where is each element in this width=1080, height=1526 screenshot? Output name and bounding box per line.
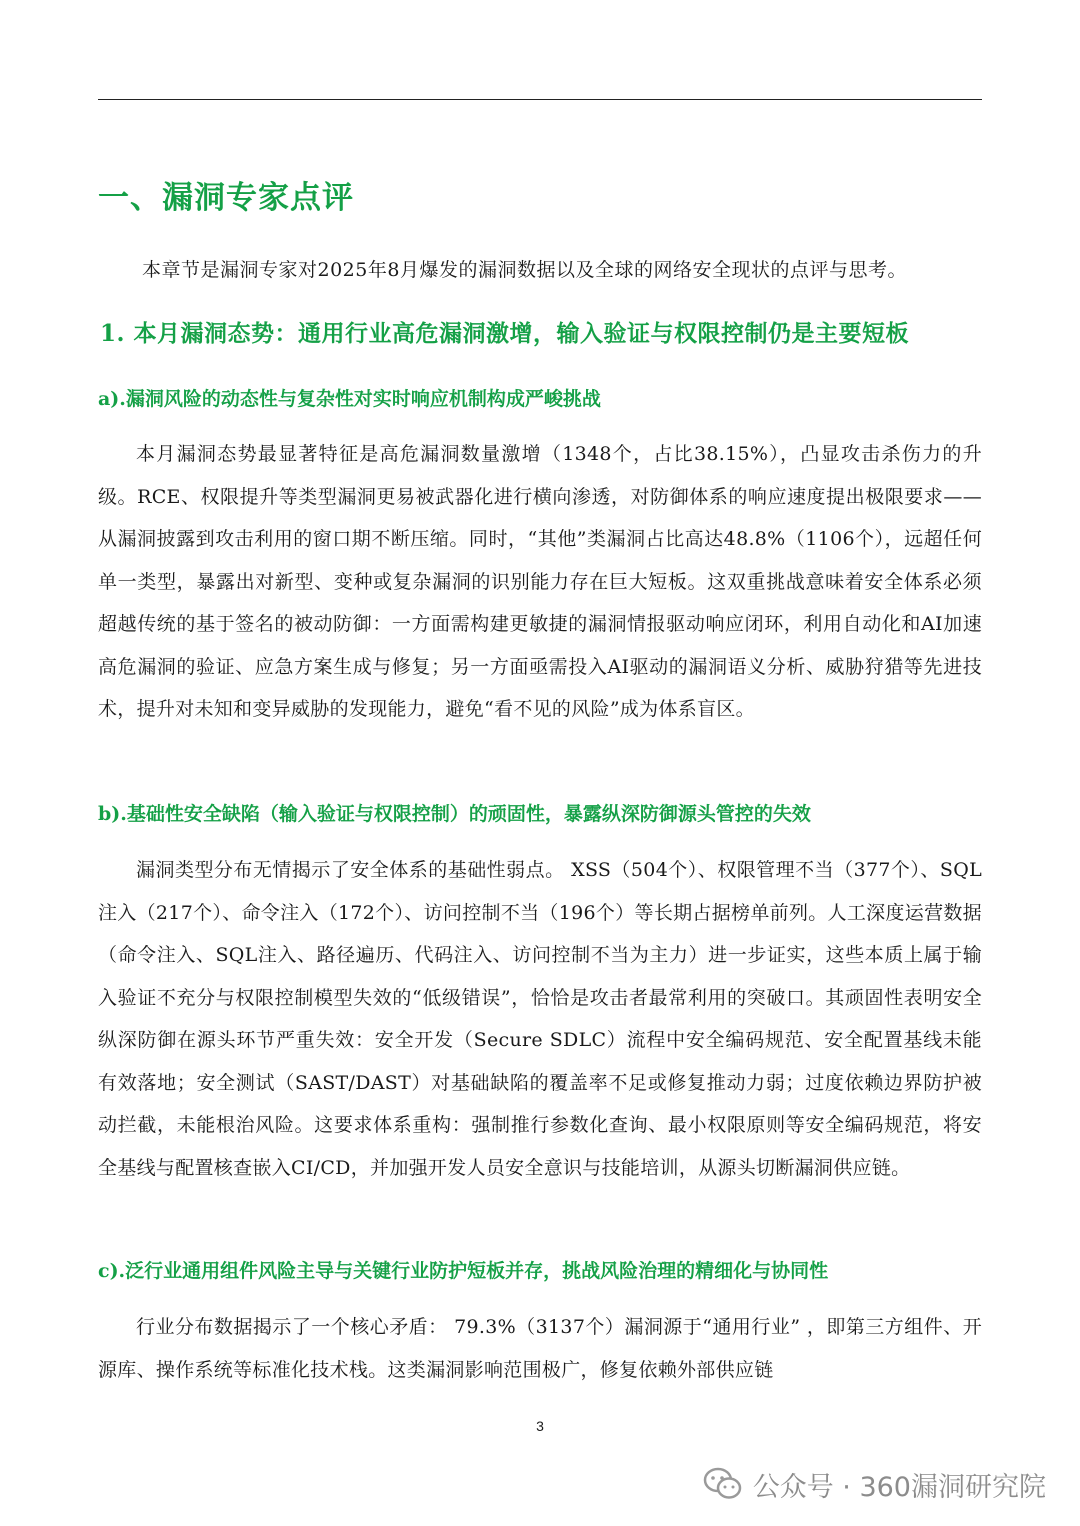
subheading-c: c).泛行业通用组件风险主导与关键行业防护短板并存，挑战风险治理的精细化与协同性 [98, 1260, 829, 1282]
subheading-b: b).基础性安全缺陷（输入验证与权限控制）的顽固性，暴露纵深防御源头管控的失效 [98, 803, 811, 825]
section-title: 一、漏洞专家点评 [98, 180, 354, 216]
intro-paragraph: 本章节是漏洞专家对2025年8月爆发的漏洞数据以及全球的网络安全现状的点评与思考。 [142, 259, 907, 281]
watermark-text: 公众号 · 360漏洞研究院 [752, 1471, 1046, 1503]
watermark [703, 1462, 1046, 1506]
wechat-icon [703, 1467, 743, 1501]
page-number: 3 [536, 1418, 544, 1434]
heading-1: 1. 本月漏洞态势：通用行业高危漏洞激增，输入验证与权限控制仍是主要短板 [100, 320, 910, 347]
subheading-a: a).漏洞风险的动态性与复杂性对实时响应机制构成严峻挑战 [98, 388, 601, 410]
paragraph-a: 本月漏洞态势最显著特征是高危漏洞数量激增（1348个，占比38.15%），凸显攻击杀伤力的升级。RCE、权限提升等类型漏洞更易被武器化进行横向渗透，对防御体系的响应速度提出极限要求——从漏洞披露到攻击利用的窗口期不断压缩。同时，“其他”类漏洞占比高达48.8%（1106个），远超任何单一类型，暴露出对新型、变种或复杂漏洞的识别能力存在巨大短板。这双重挑战意味着安全体系必须超越传统的基于签名的被动防御：一方面需构建更敏捷的漏洞情报驱动响应闭环，利用自动化和AI加速高危漏洞的验证、应急方案生成与修复；另一方面亟需投入AI驱动的漏洞语义分析、威胁狩猎等先进技术，提升对未知和变异威胁的发现能力，避免“看不见的风险”成为体系盲区。 [98, 443, 982, 720]
paragraph-b: 漏洞类型分布无情揭示了安全体系的基础性弱点。 XSS（504个）、权限管理不当（377个）、SQL注入（217个）、命令注入（172个）、访问控制不当（196个）等长期占据榜单前列。人工深度运营数据（命令注入、SQL注入、路径遍历、代码注入、访问控制不当为主力）进一步证实，这些本质上属于输入验证不充分与权限控制模型失效的“低级错误”，恰恰是攻击者最常利用的突破口。其顽固性表明安全纵深防御在源头环节严重失效：安全开发（Secure SDLC）流程中安全编码规范、安全配置基线未能有效落地；安全测试（SAST/DAST）对基础缺陷的覆盖率不足或修复推动力弱；过度依赖边界防护被动拦截，未能根治风险。这要求体系重构：强制推行参数化查询、最小权限原则等安全编码规范，将安全基线与配置核查嵌入CI/CD，并加强开发人员安全意识与技能培训，从源头切断漏洞供应链。 [98, 859, 982, 1179]
header-rule [98, 99, 982, 100]
paragraph-c: 行业分布数据揭示了一个核心矛盾： 79.3%（3137个）漏洞源于“通用行业” ，即第三方组件、开源库、操作系统等标准化技术栈。这类漏洞影响范围极广，修复依赖外部供应链 [98, 1316, 982, 1381]
